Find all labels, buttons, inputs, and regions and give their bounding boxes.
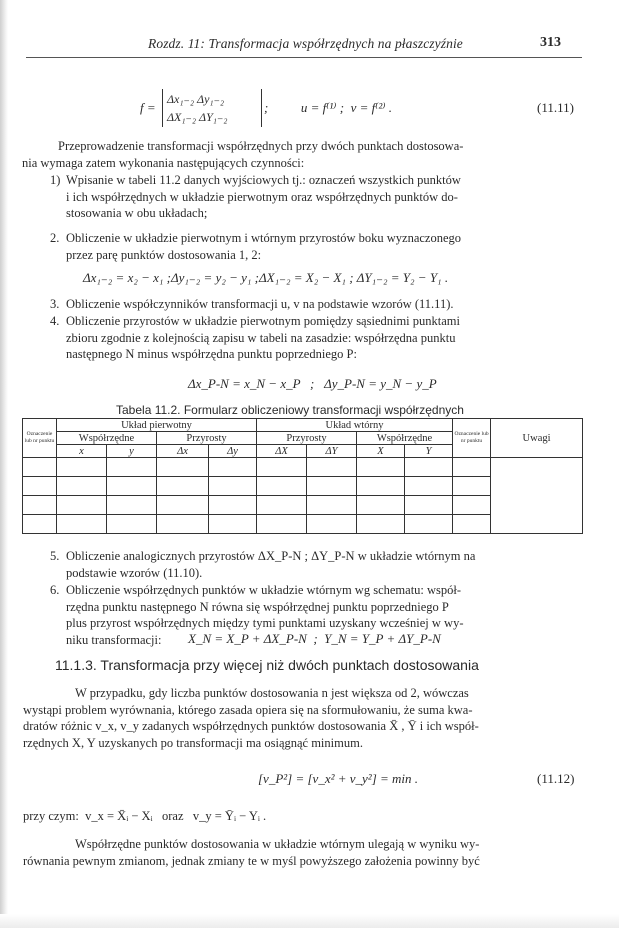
intro-line-1: Przeprowadzenie transformacji współrzędnych przy dwóch punktach dostosowa-	[58, 139, 464, 153]
list-item-line: i ich współrzędnych w układzie pierwotnym oraz współrzędnych punktów do-	[66, 189, 458, 204]
list-item-line: Obliczenie przyrostów w układzie pierwotnym pomiędzy sąsiednimi punktami	[66, 314, 461, 328]
list-item-number: 2.	[50, 231, 60, 245]
intro-paragraph	[22, 138, 464, 171]
determinant-row-1: Δx₁₋₂ Δy₁₋₂	[167, 92, 225, 106]
list-item-number: 4.	[50, 314, 60, 328]
header-dy: Δy	[209, 445, 257, 458]
section-line-2: wystąpi problem wyrównania, którego zasada opiera się na sformułowaniu, że suma kwa-	[23, 702, 473, 717]
closing-line-2: równania pewnym zmianom, jednak zmiany te w myśl powyższego założenia powinny być	[23, 853, 480, 868]
equation-number-11-12: (11.12)	[537, 771, 575, 786]
header-point-label-left: Oznaczenie lub nr punktu	[23, 419, 57, 458]
table-caption: Tabela 11.2. Formularz obliczeniowy transformacji współrzędnych	[116, 403, 464, 417]
intro-line-2: nia wymaga zatem wykonania następujących czynności:	[22, 155, 305, 170]
section-paragraph	[23, 685, 479, 751]
formula-step-4: Δx_P-N = x_N − x_P ; Δy_P-N = y_N − y_P	[188, 376, 437, 391]
list-item-number: 6.	[50, 583, 60, 597]
formula-11-12: [v_P²] = [v_x² + v_y²] = min .	[258, 771, 419, 786]
list-item-line: przez parę punktów dostosowania 1, 2:	[66, 247, 262, 262]
list-item-line: zbioru zgodnie z kolejnością zapisu w tabeli na zasadzie: współrzędna punktu	[66, 330, 456, 345]
header-secondary-increments: Przyrosty	[257, 432, 357, 445]
list-item-line: niku transformacji:	[66, 632, 162, 647]
where-line: przy czym: v_x = X̄ᵢ − Xᵢ oraz v_y = Ȳᵢ − Yᵢ .	[23, 809, 267, 823]
header-y: y	[107, 445, 157, 458]
formula-step-6: X_N = X_P + ΔX_P-N ; Y_N = Y_P + ΔY_P-N	[188, 631, 441, 646]
running-header-title: Rozdz. 11: Transformacja współrzędnych na płaszczyźnie	[148, 36, 463, 51]
header-primary-system: Układ pierwotny	[57, 419, 257, 432]
list-item-line: następnego N minus współrzędna punktu poprzedniego P:	[66, 347, 357, 361]
header-primary-increments: Przyrosty	[157, 432, 257, 445]
table-row	[23, 458, 583, 477]
calculation-form-table	[22, 418, 583, 534]
list-item-number: 1)	[50, 173, 61, 187]
header-X: X	[357, 445, 405, 458]
list-item-line: Obliczenie analogicznych przyrostów ΔX_P-N ; ΔY_P-N w układzie wtórnym na	[66, 549, 476, 563]
list-item-line: Obliczenie współczynników transformacji u, v na podstawie wzorów (11.11).	[66, 297, 454, 311]
header-DX: ΔX	[257, 445, 307, 458]
determinant-row-2: ΔX₁₋₂ ΔY₁₋₂	[167, 110, 228, 124]
list-item-number: 5.	[50, 549, 60, 563]
header-rule	[26, 57, 582, 58]
header-Y: Y	[405, 445, 453, 458]
closing-paragraph	[23, 836, 480, 869]
list-item-line: Obliczenie współrzędnych punktów w układzie wtórnym wg schematu: współ-	[66, 583, 462, 597]
list-item-line: podstawie wzorów (11.10).	[66, 565, 203, 580]
header-secondary-system: Układ wtórny	[257, 419, 453, 432]
header-remarks: Uwagi	[491, 419, 583, 458]
section-line-4: rzędnych X, Y uzyskanych po transformacji ma osiągnąć minimum.	[23, 735, 363, 750]
header-x: x	[57, 445, 107, 458]
list-item-number: 3.	[50, 297, 60, 311]
section-heading: 11.1.3. Transformacja przy więcej niż dwóch punktach dostosowania	[55, 657, 479, 673]
page-number: 313	[540, 35, 561, 50]
list-item-line: stosowania w obu układach;	[66, 206, 208, 220]
list-item-line: Wpisanie w tabeli 11.2 danych wyjściowych tj.: oznaczeń wszystkich punktów	[66, 173, 461, 187]
list-item-line: Obliczenie w układzie pierwotnym i wtórnym przyrostów boku wyznaczonego	[66, 231, 462, 245]
header-point-label-right: Oznaczenie lub nr punktu	[453, 419, 491, 458]
header-secondary-coords: Współrzędne	[357, 432, 453, 445]
determinant	[162, 89, 262, 127]
header-primary-coords: Współrzędne	[57, 432, 157, 445]
section-line-1: W przypadku, gdy liczba punktów dostosowania n jest większa od 2, wówczas	[75, 686, 469, 700]
section-line-3: dratów różnic v_x, v_y zadanych współrzędnych punktów dostosowania X̄ , Ȳ i ich współ-	[23, 719, 479, 733]
closing-line-1: Współrzędne punktów dostosowania w układzie wtórnym ulegają w wyniku wy-	[75, 837, 480, 851]
header-DY: ΔY	[307, 445, 357, 458]
list-item-line: plus przyrost współrzędnych między tymi punktami uzyskany wcześniej w wy-	[66, 616, 464, 630]
list-item-line: rzędna punktu następnego N równa się współrzędnej punktu poprzedniego P	[66, 599, 449, 614]
header-dx: Δx	[157, 445, 209, 458]
formula-f-label: f =	[140, 100, 156, 115]
formula-increments: Δx₁₋₂ = x₂ − x₁ ;Δy₁₋₂ = y₂ − y₁ ;ΔX₁₋₂ = X₂ − X₁ ; ΔY₁₋₂ = Y₂ − Y₁ .	[83, 270, 449, 285]
equation-number-11-11: (11.11)	[537, 100, 574, 115]
formula-uv: ; u = f⁽¹⁾ ; v = f⁽²⁾ .	[264, 100, 393, 115]
